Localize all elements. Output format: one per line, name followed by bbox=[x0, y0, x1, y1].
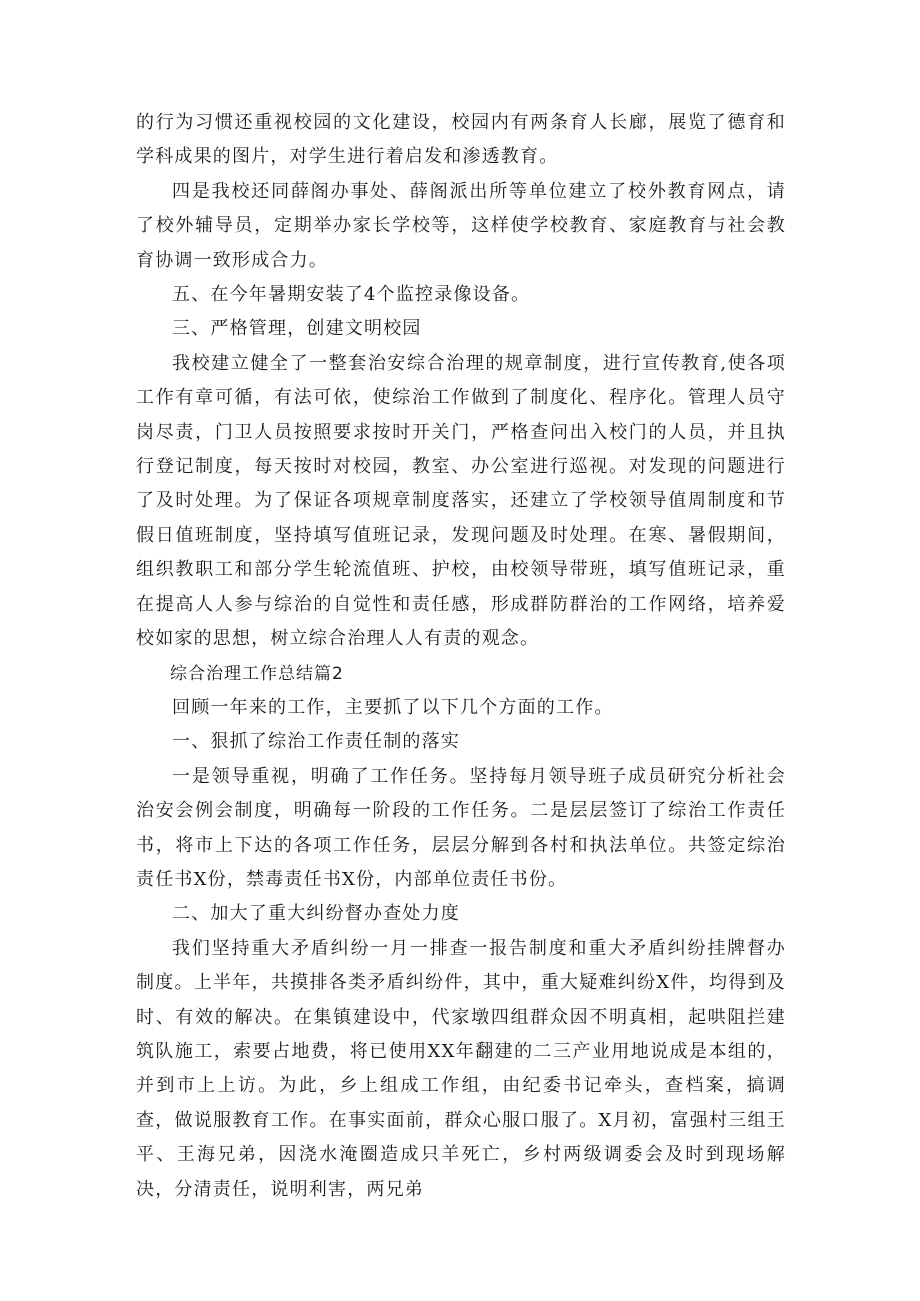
section-heading-strict-management: 三、严格管理，创建文明校园 bbox=[172, 318, 422, 340]
paragraph-dispute-resolution: 我们坚持重大矛盾纠纷一月一排查一报告制度和重大矛盾纠纷挂牌督办制度。上半年，共摸排各类矛盾纠纷件，其中，重大疑难纠纷X件，均得到及时、有效的解决。在集镇建设中，代家墩四组群众因不明真相，起哄阻拦建筑队施工，索要占地费，将已使用XX年翻建的二三产业用地说成是本组的，并到市上上访。为此，乡上组成工作组，由纪委书记牵头，查档案，搞调查，做说服教育工作。在事实面前，群众心服口服了。X月初，富强村三组王平、王海兄弟，因浇水淹圈造成只羊死亡，乡村两级调委会及时到现场解决，分清责任，说明利害，两兄弟 bbox=[136, 937, 786, 1200]
paragraph-leadership: 一是领导重视，明确了工作任务。坚持每月领导班子成员研究分析社会治安会例会制度，明确每一阶段的工作任务。二是层层签订了综治工作责任书，将市上下达的各项工作任务，层层分解到各村和执法单位。共签定综治责任书X份，禁毒责任书X份，内部单位责任书份。 bbox=[136, 765, 786, 890]
paragraph-school-outreach: 四是我校还同薛阁办事处、薛阁派出所等单位建立了校外教育网点，请了校外辅导员，定期举办家长学校等，这样使学校教育、家庭教育与社会教育协调一致形成合力。 bbox=[136, 180, 786, 271]
article-title-part-2: 综合治理工作总结篇2 bbox=[170, 663, 344, 684]
paragraph-surveillance: 五、在今年暑期安装了4个监控录像设备。 bbox=[172, 284, 531, 306]
document-body bbox=[136, 106, 786, 1207]
paragraph-continuation: 的行为习惯还重视校园的文化建设，校园内有两条育人长廊，展览了德育和学科成果的图片，对学生进行着启发和渗透教育。 bbox=[136, 112, 786, 168]
paragraph-regulations: 我校建立健全了一整套治安综合治理的规章制度，进行宣传教育,使各项工作有章可循，有法可依，使综治工作做到了制度化、程序化。管理人员守岗尽责，门卫人员按照要求按时开关门，严格查问出入校门的人员，并且执行登记制度，每天按时对校园，教室、办公室进行巡视。对发现的问题进行了及时处理。为了保证各项规章制度落实，还建立了学校领导值周制度和节假日值班制度，坚持填写值班记录，发现问题及时处理。在寒、暑假期间，组织教职工和部分学生轮流值班、护校，由校领导带班，填写值班记录，重在提高人人参与综治的自觉性和责任感，形成群防群治的工作网络，培养爱校如家的思想，树立综合治理人人有责的观念。 bbox=[136, 352, 786, 650]
paragraph-review: 回顾一年来的工作，主要抓了以下几个方面的工作。 bbox=[172, 696, 614, 718]
section-heading-disputes: 二、加大了重大纠纷督办查处力度 bbox=[172, 903, 460, 925]
section-heading-responsibility: 一、狠抓了综治工作责任制的落实 bbox=[172, 731, 460, 753]
